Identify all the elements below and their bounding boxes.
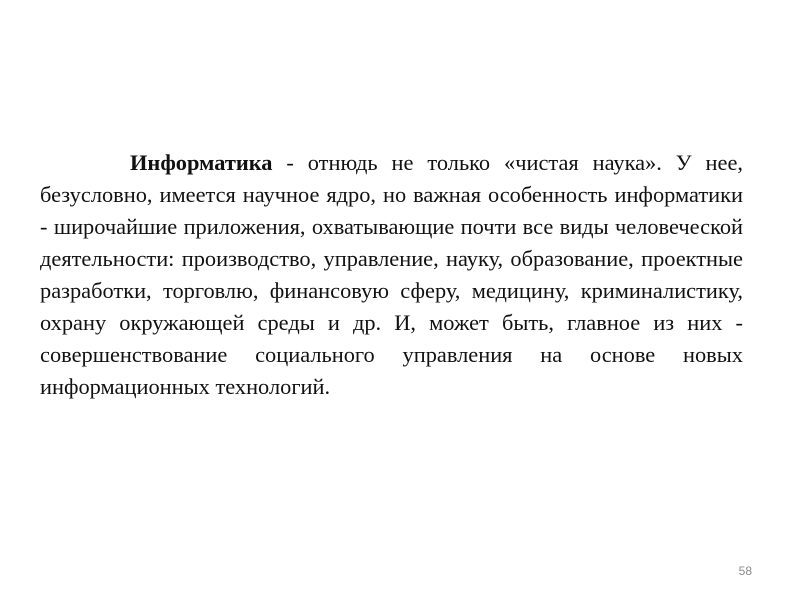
main-paragraph — [40, 147, 743, 403]
paragraph-body: - отнюдь не только «чистая наука». У нее, безусловно, имеется научное ядро, но важная особенность информатики - широчайшие приложения, охватывающие почти все виды человеческой деятельности: производство, управление, науку, образование, проектные разработки, торговлю, финансовую сферу, медицину, криминалистику, охрану окружающей среды и др. И, может быть, главное из них - совершенствование социального управления на основе новых информационных технологий. — [40, 150, 743, 399]
page-number: 58 — [738, 564, 752, 578]
bold-term: Информатика — [130, 150, 273, 175]
